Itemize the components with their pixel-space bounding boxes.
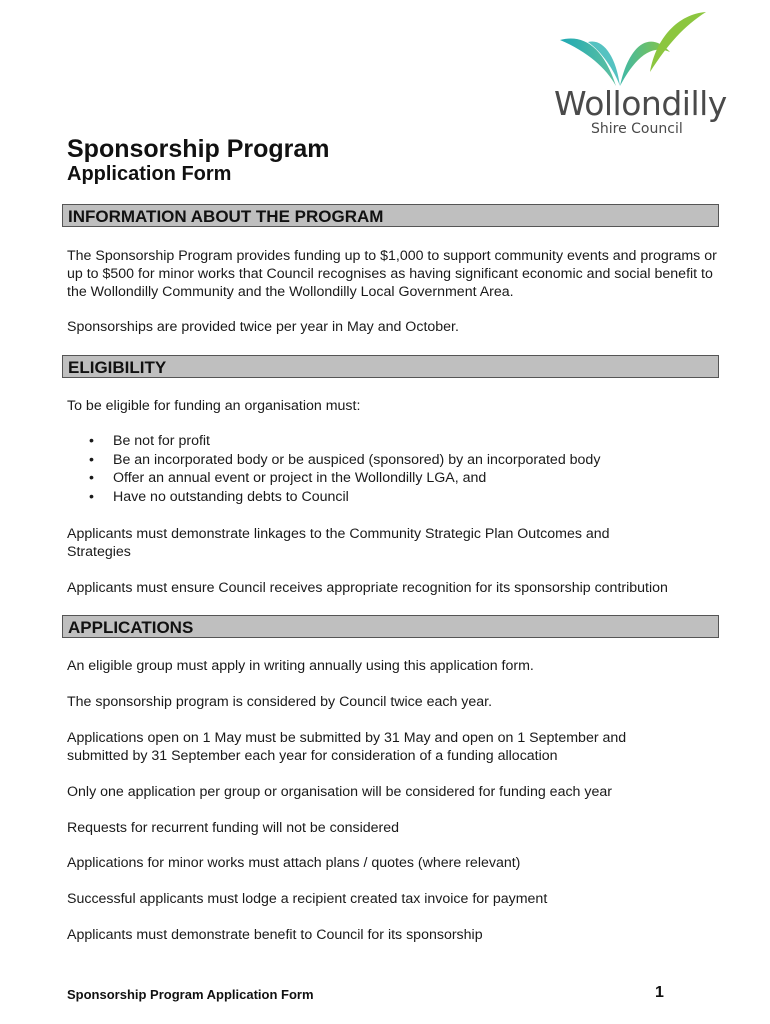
page-number: 1: [655, 984, 664, 1001]
eligibility-paragraph-2: Applicants must ensure Council receives appropriate recognition for its sponsorship contribution: [67, 580, 668, 596]
wollondilly-swoosh-icon: [558, 8, 708, 90]
logo-subtitle: Shire Council: [591, 121, 683, 137]
applications-paragraph-3: Applications open on 1 May must be submitted by 31 May and open on 1 September and submitted by 31 September each year for consideration of a funding allocation: [67, 730, 627, 764]
eligibility-paragraph-1: Applicants must demonstrate linkages to the Community Strategic Plan Outcomes and Strategies: [67, 526, 610, 560]
logo-wordmark: Wollondilly: [554, 84, 727, 123]
section-header-applications: APPLICATIONS: [62, 615, 719, 638]
applications-paragraph-7: Successful applicants must lodge a recipient created tax invoice for payment: [67, 891, 548, 907]
section-header-information: INFORMATION ABOUT THE PROGRAM: [62, 204, 719, 227]
eligibility-intro: To be eligible for funding an organisation must:: [67, 398, 361, 414]
section-header-eligibility: ELIGIBILITY: [62, 355, 719, 378]
info-paragraph-2: Sponsorships are provided twice per year in May and October.: [67, 319, 459, 335]
applications-paragraph-6: Applications for minor works must attach plans / quotes (where relevant): [67, 855, 521, 871]
council-logo: [548, 8, 727, 142]
applications-paragraph-1: An eligible group must apply in writing annually using this application form.: [67, 658, 534, 674]
applications-paragraph-2: The sponsorship program is considered by Council twice each year.: [67, 694, 493, 710]
applications-paragraph-4: Only one application per group or organisation will be considered for funding each year: [67, 784, 612, 800]
info-paragraph-1: The Sponsorship Program provides funding up to $1,000 to support community events and programs or up to $500 for minor works that Council recognises as having significant economic and social benefit to the Wollondilly Community and the Wollondilly Local Government Area.: [67, 248, 717, 300]
list-item: • Be not for profit: [67, 432, 707, 451]
document-subtitle: Application Form: [67, 163, 232, 185]
eligibility-criteria-list: [67, 432, 707, 506]
list-item: • Be an incorporated body or be auspiced (sponsored) by an incorporated body: [67, 451, 707, 470]
list-item: • Offer an annual event or project in the Wollondilly LGA, and: [67, 469, 707, 488]
document-title: Sponsorship Program: [67, 135, 330, 163]
footer-label: Sponsorship Program Application Form: [67, 987, 314, 1002]
applications-paragraph-5: Requests for recurrent funding will not be considered: [67, 820, 400, 836]
list-item: • Have no outstanding debts to Council: [67, 488, 707, 507]
applications-paragraph-8: Applicants must demonstrate benefit to Council for its sponsorship: [67, 927, 483, 943]
